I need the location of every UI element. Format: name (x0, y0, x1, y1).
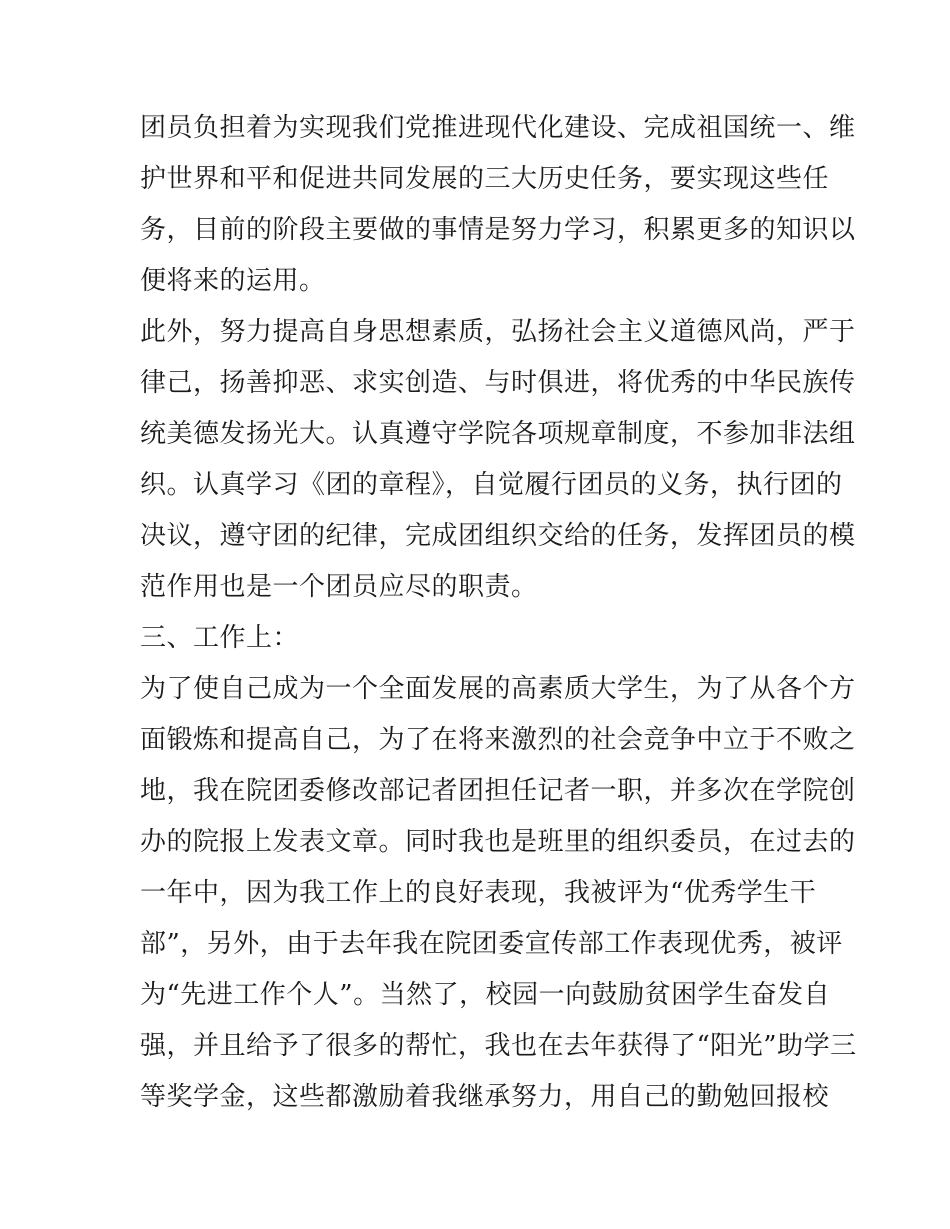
text-line: 统美德发扬光大。认真遵守学院各项规章制度，不参加非法组 (140, 419, 856, 449)
text-line: 等奖学金，这些都激励着我继承努力，用自己的勤勉回报校 (140, 1082, 830, 1112)
document-body (140, 103, 857, 1123)
text-line: 为了使自己成为一个全面发展的高素质大学生，为了从各个方 (140, 674, 856, 704)
text-line: 便将来的运用。 (140, 266, 326, 296)
text-line: 强，并且给予了很多的帮忙，我也在去年获得了“阳光”助学三 (140, 1031, 857, 1061)
text-line: 办的院报上发表文章。同时我也是班里的组织委员，在过去的 (140, 827, 856, 857)
text-line: 一年中，因为我工作上的良好表现，我被评为“优秀学生干 (140, 878, 817, 908)
text-line: 范作用也是一个团员应尽的职责。 (140, 572, 538, 602)
section-heading: 三、工作上： (140, 623, 300, 653)
text-line: 护世界和平和促进共同发展的三大历史任务，要实现这些任 (140, 164, 830, 194)
text-line: 团员负担着为实现我们党推进现代化建设、完成祖国统一、维 (140, 113, 856, 143)
text-line: 决议，遵守团的纪律，完成团组织交给的任务，发挥团员的模 (140, 521, 856, 551)
text-line: 律己，扬善抑恶、求实创造、与时俱进，将优秀的中华民族传 (140, 368, 856, 398)
text-line: 务，目前的阶段主要做的事情是努力学习，积累更多的知识以 (140, 215, 856, 245)
text-line: 面锻炼和提高自己，为了在将来激烈的社会竞争中立于不败之 (140, 725, 856, 755)
text-line: 为“先进工作个人”。当然了，校园一向鼓励贫困学生奋发自 (140, 980, 831, 1010)
text-line: 织。认真学习《团的章程》，自觉履行团员的义务，执行团的 (140, 470, 843, 500)
text-line: 地，我在院团委修改部记者团担任记者一职，并多次在学院创 (140, 776, 856, 806)
text-line: 此外，努力提高自身思想素质，弘扬社会主义道德风尚，严于 (140, 317, 856, 347)
text-line: 部”，另外，由于去年我在院团委宣传部工作表现优秀，被评 (140, 929, 843, 959)
